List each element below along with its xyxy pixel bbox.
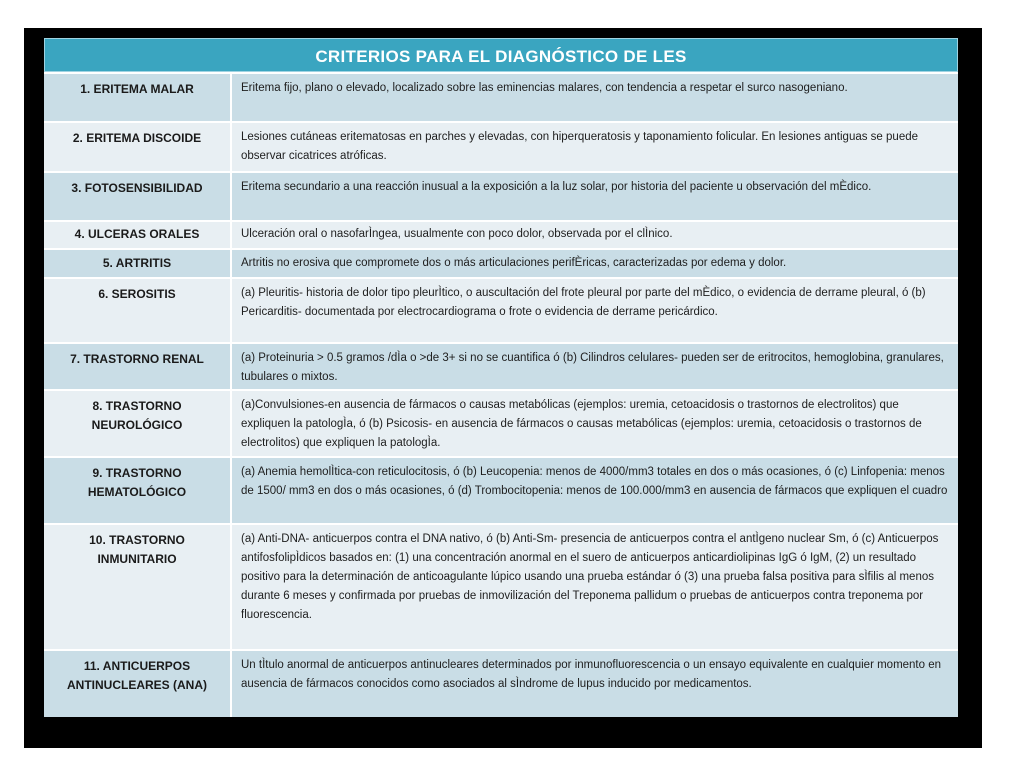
criterion-description: (a) Pleuritis- historia de dolor tipo pleurÌtico, o auscultación del frote pleural por parte del mÈdico, o evidencia de derrame pleural, ó (b) Pericarditis- documentada por electrocardiograma o frote o evidencia de derrame pericárdico.	[241, 287, 926, 318]
table-row	[44, 248, 958, 277]
criteria-table	[44, 38, 958, 717]
criterion-description: Un tÌtulo anormal de anticuerpos antinucleares determinados por inmunofluorescencia o un ensayo equivalente en cualquier momento en ausencia de fármacos conocidos como asociados al sÌndrome de lupus inducido por medicamentos.	[241, 659, 942, 690]
table-row	[44, 523, 958, 649]
criterion-label: 11. ANTICUERPOS ANTINUCLEARES (ANA)	[44, 651, 232, 717]
criterion-description: Eritema fijo, plano o elevado, localizado sobre las eminencias malares, con tendencia a respetar el surco nasogeniano.	[241, 82, 848, 94]
table-row	[44, 121, 958, 171]
criterion-label: 4. ULCERAS ORALES	[44, 222, 232, 248]
criterion-description: (a) Proteinuria > 0.5 gramos /dÌa o >de 3+ si no se cuantifica ó (b) Cilindros celulares- pueden ser de eritrocitos, hemoglobina, granulares, tubulares o mixtos.	[241, 352, 944, 383]
criterion-description: (a)Convulsiones-en ausencia de fármacos o causas metabólicas (ejemplos: uremia, cetoacidosis o trastornos de electrolitos) que expliquen la patologÌa, ó (b) Psicosis- en ausencia de fármacos o causas metabólicas (ejemplos: uremia, cetoacidosis o trastornos de electrolitos) que expliquen la patologÌa.	[241, 399, 922, 449]
criterion-description: Artritis no erosiva que compromete dos o más articulaciones perifÈricas, caracterizadas por edema y dolor.	[241, 257, 787, 269]
table-row	[44, 171, 958, 220]
table-title: CRITERIOS PARA EL DIAGNÓSTICO DE LES	[44, 38, 958, 72]
criterion-description: Ulceración oral o nasofarÌngea, usualmente con poco dolor, observada por el clÌnico.	[241, 228, 673, 240]
slide	[24, 28, 982, 748]
criterion-label: 7. TRASTORNO RENAL	[44, 344, 232, 389]
criterion-label: 10. TRASTORNO INMUNITARIO	[44, 525, 232, 649]
table-row	[44, 72, 958, 121]
criterion-label: 1. ERITEMA MALAR	[44, 74, 232, 121]
criterion-description: (a) Anemia hemolÌtica-con reticulocitosis, ó (b) Leucopenia: menos de 4000/mm3 totales en dos o más ocasiones, ó (c) Linfopenia: menos de 1500/ mm3 en dos o más ocasiones, ó (d) Trombocitopenia: menos de 100.000/mm3 en ausencia de fármacos que expliquen el cuadro	[241, 466, 948, 497]
table-row	[44, 342, 958, 389]
criterion-label: 8. TRASTORNO NEUROLÓGICO	[44, 391, 232, 456]
table-row	[44, 389, 958, 456]
criterion-description: Eritema secundario a una reacción inusual a la exposición a la luz solar, por historia del paciente u observación del mÈdico.	[241, 181, 872, 193]
criterion-label: 5. ARTRITIS	[44, 250, 232, 277]
criterion-description: (a) Anti-DNA- anticuerpos contra el DNA nativo, ó (b) Anti-Sm- presencia de anticuerpos contra el antÌgeno nuclear Sm, ó (c) Anticuerpos antifosfolipÌdicos basados en: (1) una concentración anormal en el suero de anticuerpos anticardiolipinas IgG ó IgM, (2) un resultado positivo para la determinación de anticoagulante lúpico usando una prueba estándar ó (3) una prueba falsa positiva para sÌfilis al menos durante 6 meses y confirmada por pruebas de inmovilización del Treponema pallidum o pruebas de anticuerpos contra treponema por fluorescencia.	[241, 533, 939, 621]
criterion-label: 9. TRASTORNO HEMATOLÓGICO	[44, 458, 232, 523]
criterion-label: 2. ERITEMA DISCOIDE	[44, 123, 232, 171]
criterion-label: 6. SEROSITIS	[44, 279, 232, 342]
criterion-description: Lesiones cutáneas eritematosas en parches y elevadas, con hiperqueratosis y taponamiento folicular. En lesiones antiguas se puede observar cicatrices atróficas.	[241, 131, 919, 162]
table-row	[44, 649, 958, 717]
table-row	[44, 456, 958, 523]
table-row	[44, 277, 958, 342]
criterion-label: 3. FOTOSENSIBILIDAD	[44, 173, 232, 220]
table-row	[44, 220, 958, 248]
